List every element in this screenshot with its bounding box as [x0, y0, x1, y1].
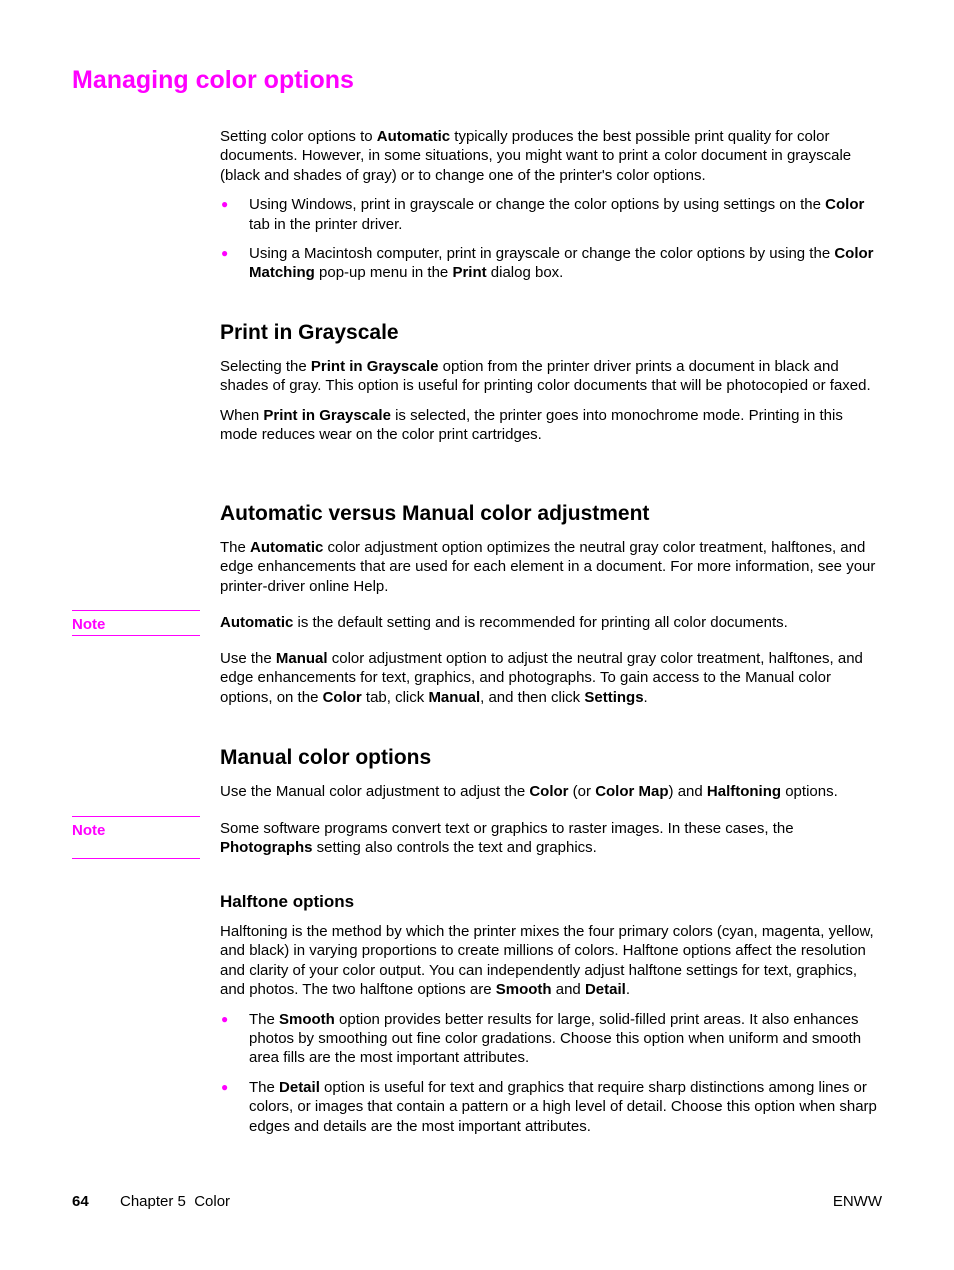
- list-item-text: The Smooth option provides better results for large, solid-filled print areas. It also enhances photos by smoothing out fine color gradations. Choose this option when uniform and smooth area fills are the most important attributes.: [249, 1010, 862, 1067]
- note-label: Note: [72, 816, 200, 859]
- list-item: [220, 195, 882, 234]
- page-title: Managing color options: [72, 66, 354, 94]
- list-item-text: Using a Macintosh computer, print in grayscale or change the color options by using the Color Matching pop-up menu in the Print dialog box.: [249, 245, 874, 282]
- bold-term: Settings: [584, 688, 644, 706]
- halftone-heading: Halftone options: [220, 892, 355, 911]
- manual-heading: Manual color options: [220, 746, 432, 769]
- grayscale-paragraph-1: Selecting the Print in Grayscale option from the printer driver prints a document in black and shades of gray. This option is useful for printing color documents that will be photocopied or faxed.: [220, 358, 871, 395]
- bold-term: Automatic: [376, 128, 451, 145]
- list-item: [220, 1010, 882, 1068]
- note-text: Automatic is the default setting and is recommended for printing all color documents.: [220, 614, 788, 631]
- bold-term: Halftoning: [706, 783, 782, 800]
- bold-term: Photographs: [220, 839, 313, 857]
- automatic-section: [220, 500, 882, 596]
- bold-term: Smooth: [495, 981, 552, 999]
- bullet-icon: ●: [221, 1079, 229, 1094]
- bold-term: Color: [322, 688, 362, 706]
- bold-term: Print in Grayscale: [310, 358, 439, 375]
- grayscale-heading: Print in Grayscale: [220, 321, 399, 344]
- bold-term: Automatic: [250, 539, 324, 556]
- manual-section: [220, 744, 882, 801]
- note-text: Some software programs convert text or graphics to raster images. In these cases, the Photographs setting also controls the text and graphics.: [220, 820, 794, 857]
- bullet-icon: ●: [221, 197, 229, 212]
- list-item: [220, 244, 882, 283]
- note-label: Note: [72, 610, 200, 636]
- list-item-text: The Detail option is useful for text and graphics that require sharp distinctions among lines or colors, or images that contain a pattern or a high level of detail. Choose this option when sharp edges and details are the most important attributes.: [249, 1078, 877, 1135]
- manual-paragraph-1: Use the Manual color adjustment to adjust the Color (or Color Map) and Halftoning options.: [220, 783, 838, 800]
- footer-chapter: Chapter 5 Color: [120, 1193, 231, 1210]
- automatic-heading: Automatic versus Manual color adjustment: [220, 502, 650, 525]
- bold-term: Color Matching: [249, 245, 874, 282]
- page-number: 64: [72, 1193, 89, 1210]
- manual-access-section: [220, 649, 882, 707]
- bold-term: Manual: [428, 688, 481, 706]
- bold-term: Color Map: [595, 783, 669, 800]
- halftone-bullet-list: [220, 1010, 882, 1136]
- automatic-paragraph-2: Use the Manual color adjustment option to adjust the neutral gray color treatment, halftones, and edge enhancements for text, graphics, and photographs. To gain access to the Manual color options, on the Color tab, click Manual, and then click Settings.: [220, 650, 863, 706]
- grayscale-section: [220, 319, 882, 445]
- halftone-section: [220, 890, 882, 1136]
- intro-section: [220, 127, 882, 283]
- bold-term: Manual: [275, 650, 328, 667]
- bullet-icon: ●: [221, 246, 229, 261]
- list-item-text: Using Windows, print in grayscale or change the color options by using settings on the Color tab in the printer driver.: [249, 196, 865, 233]
- bold-term: Color: [529, 783, 569, 800]
- intro-paragraph: Setting color options to Automatic typically produces the best possible print quality for color documents. However, in some situations, you might want to print a color document in grayscale (black and shades of gray) or to change one of the printer's color options.: [220, 128, 852, 184]
- automatic-note: [220, 613, 882, 632]
- bold-term: Smooth: [279, 1010, 335, 1028]
- manual-note: [220, 819, 882, 858]
- automatic-paragraph-1: The Automatic color adjustment option optimizes the neutral gray color treatment, halftones, and edge enhancements that are used for each element in a document. For more information, see your printer-driver online Help.: [220, 539, 876, 595]
- list-item: [220, 1078, 882, 1136]
- intro-bullet-list: [220, 195, 882, 283]
- bold-term: Print in Grayscale: [263, 406, 391, 424]
- bold-term: Color: [825, 196, 865, 214]
- bold-term: Print: [452, 264, 487, 282]
- bold-term: Detail: [279, 1078, 320, 1096]
- bullet-icon: ●: [221, 1011, 229, 1026]
- bold-term: Automatic: [220, 614, 294, 631]
- footer-code: ENWW: [832, 1193, 882, 1210]
- bold-term: Detail: [584, 981, 626, 999]
- grayscale-paragraph-2: When Print in Grayscale is selected, the printer goes into monochrome mode. Printing in this mode reduces wear on the color print cartridges.: [220, 406, 843, 444]
- halftone-paragraph: Halftoning is the method by which the printer mixes the four primary colors (cyan, magenta, yellow, and black) in varying proportions to create millions of colors. Halftone options affect the resolution and clarity of your color output. You can independently adjust halftone settings for text, graphics, and photos. The two halftone options are Smooth and Detail.: [220, 923, 874, 999]
